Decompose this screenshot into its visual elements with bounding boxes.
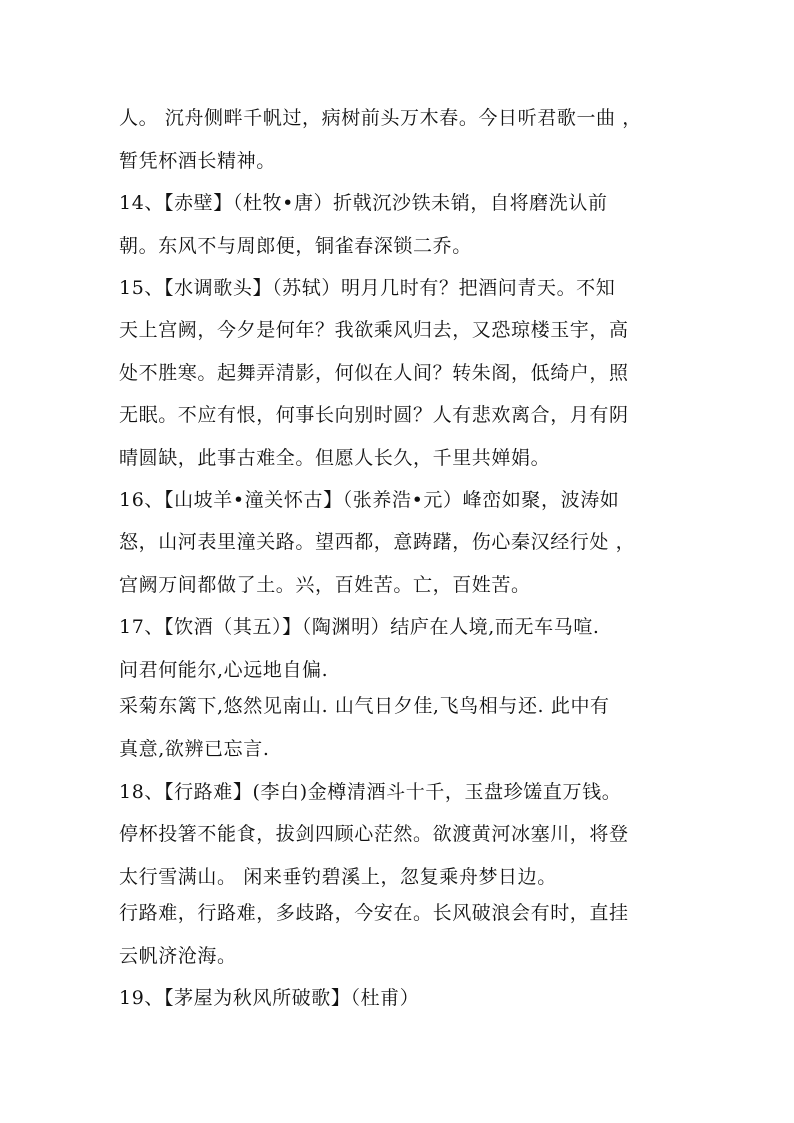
- text-line: 太行雪满山。 闲来垂钓碧溪上，忽复乘舟梦日边。: [119, 866, 557, 888]
- text-line: 云帆济沧海。: [119, 945, 237, 967]
- text-line: 14、【赤壁】（杜牧•唐）折戟沉沙铁未销，自将磨洗认前: [119, 192, 608, 214]
- text-line: 晴圆缺，此事古难全。但愿人长久，千里共婵娟。: [119, 447, 551, 469]
- text-line: 真意,欲辨已忘言.: [119, 738, 270, 760]
- text-line: 行路难，行路难，多歧路，今安在。长风破浪会有时，直挂: [119, 902, 629, 924]
- text-line: 问君何能尔,心远地自偏.: [119, 659, 329, 681]
- text-line: 处不胜寒。起舞弄清影，何似在人间？转朱阁，低绮户，照: [119, 362, 629, 384]
- text-line: 采菊东篱下,悠然见南山. 山气日夕佳,飞鸟相与还. 此中有: [119, 695, 610, 717]
- text-line: 天上宫阙，今夕是何年？我欲乘风归去，又恐琼楼玉宇，高: [119, 319, 629, 341]
- text-line: 停杯投箸不能食，拔剑四顾心茫然。欲渡黄河冰塞川，将登: [119, 823, 629, 845]
- text-line: 暂凭杯酒长精神。: [119, 150, 276, 172]
- text-line: 18、【行路难】(李白)金樽清酒斗十千，玉盘珍馐直万钱。: [119, 781, 622, 803]
- text-line: 朝。东风不与周郎便，铜雀春深锁二乔。: [119, 235, 472, 257]
- text-line: 17、【饮酒（其五）】（陶渊明）结庐在人境,而无车马喧.: [119, 616, 600, 638]
- text-line: 19、【茅屋为秋风所破歌】（杜甫）: [119, 987, 420, 1009]
- text-line: 人。 沉舟侧畔千帆过，病树前头万木春。今日听君歌一曲 ，: [119, 107, 642, 129]
- text-line: 无眠。不应有恨，何事长向别时圆？人有悲欢离合，月有阴: [119, 404, 629, 426]
- text-line: 16、【山坡羊•潼关怀古】（张养浩•元）峰峦如聚，波涛如: [119, 489, 620, 511]
- text-line: 怒，山河表里潼关路。望西都，意踌躇，伤心秦汉经行处 ，: [119, 531, 636, 553]
- text-line: 15、【水调歌头】（苏轼）明月几时有？把酒问青天。不知: [119, 277, 616, 299]
- text-line: 宫阙万间都做了土。兴，百姓苦。亡，百姓苦。: [119, 574, 531, 596]
